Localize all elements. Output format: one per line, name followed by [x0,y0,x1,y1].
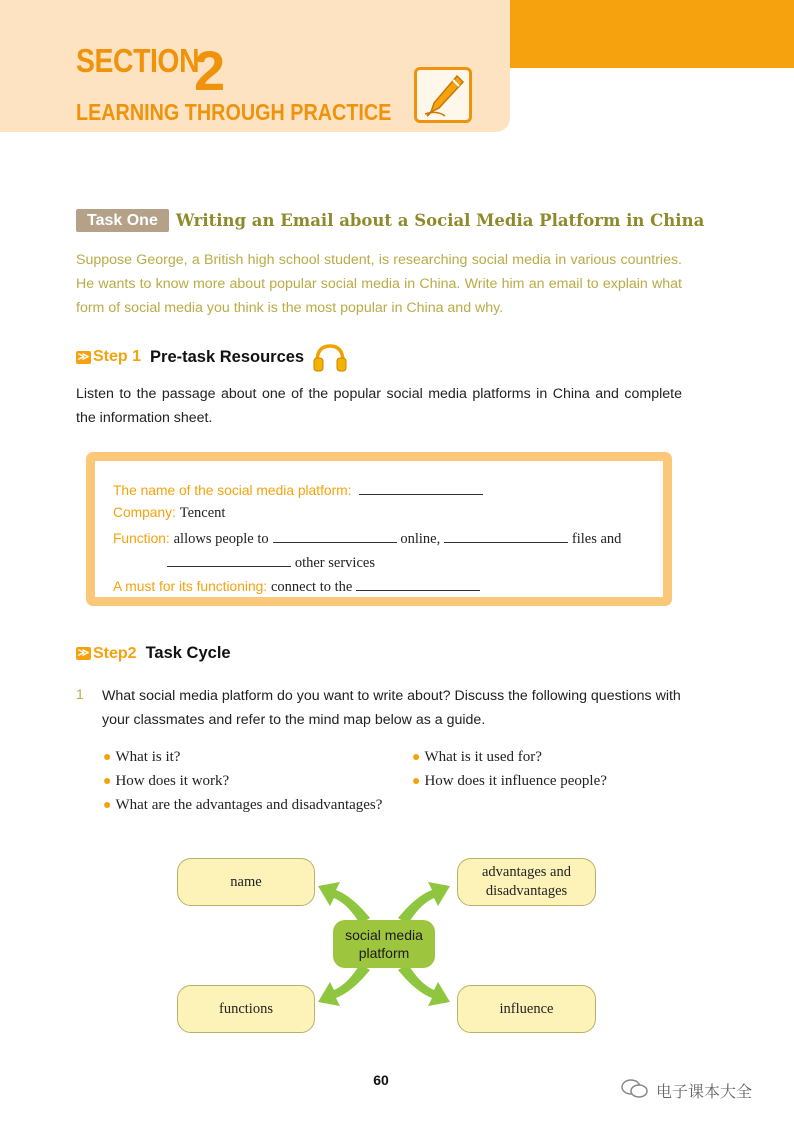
bullet-text: What is it used for? [424,749,542,765]
name-label: The name of the social media platform: [113,483,352,498]
bullet-text: What are the advantages and disadvantages? [115,797,383,813]
mind-map-center: social media platform [333,920,435,968]
question-number: 1 [76,686,84,702]
task-intro: Suppose George, a British high school student, is researching social media in various countries. He wants to know more about popular social media in China. Write him an email to explain what form of social media you think is the most popular in China and why. [76,252,682,316]
bullet-dot-icon: ● [103,750,112,765]
bullet-dot-icon: ● [412,750,421,765]
section-word: SECTION [76,42,200,79]
bullet-text: How does it work? [115,773,230,789]
must-value: connect to the [270,579,353,595]
function-text-3: files and [571,531,622,547]
section-number: 2 [194,39,226,102]
page-number: 60 [373,1072,389,1088]
arrow-to-name [318,882,370,924]
question-text: What social media platform do you want to write about? Discuss the following questions with your classmates and refer to the mind map below as a guide. [102,688,681,728]
bullet-text: How does it influence people? [424,773,607,789]
mind-map-node-influence: influence [457,985,596,1033]
function-text-4: other services [294,555,375,571]
bullet-dot-icon: ● [103,774,112,789]
arrow-to-influence [398,964,450,1006]
chevron-icon: ≫ [77,350,90,363]
bullet-dot-icon: ● [412,774,421,789]
task-title: Writing an Email about a Social Media Platform in China [175,210,705,230]
function-text-2: online, [400,531,441,547]
mind-map-node-functions: functions [177,985,315,1033]
company-value: Tencent [179,505,226,521]
function-label: Function: [113,531,170,546]
section-subtitle: LEARNING THROUGH PRACTICE [76,99,392,125]
task-badge: Task One [76,209,169,232]
wechat-icon [620,1078,650,1100]
arrow-to-functions [318,964,370,1006]
chevron-icon: ≫ [77,647,90,659]
bullet-dot-icon: ● [103,798,112,813]
step1-title: Pre-task Resources [150,347,305,366]
bullet-text: What is it? [115,749,181,765]
mind-map-node-advantages: advantages and disadvantages [457,858,596,906]
must-label: A must for its functioning: [113,579,268,594]
arrow-to-advantages [398,882,450,924]
step1-instruction: Listen to the passage about one of the popular social media platforms in China and complete the information sheet. [76,386,682,426]
step1-label: Step 1 [93,348,142,365]
step2-label: Step2 [93,644,137,662]
step2-title: Task Cycle [145,644,231,662]
mind-map-node-name: name [177,858,315,906]
watermark-text: 电子课本大全 [656,1082,753,1101]
company-label: Company: [113,505,176,520]
function-text-1: allows people to [173,531,269,547]
